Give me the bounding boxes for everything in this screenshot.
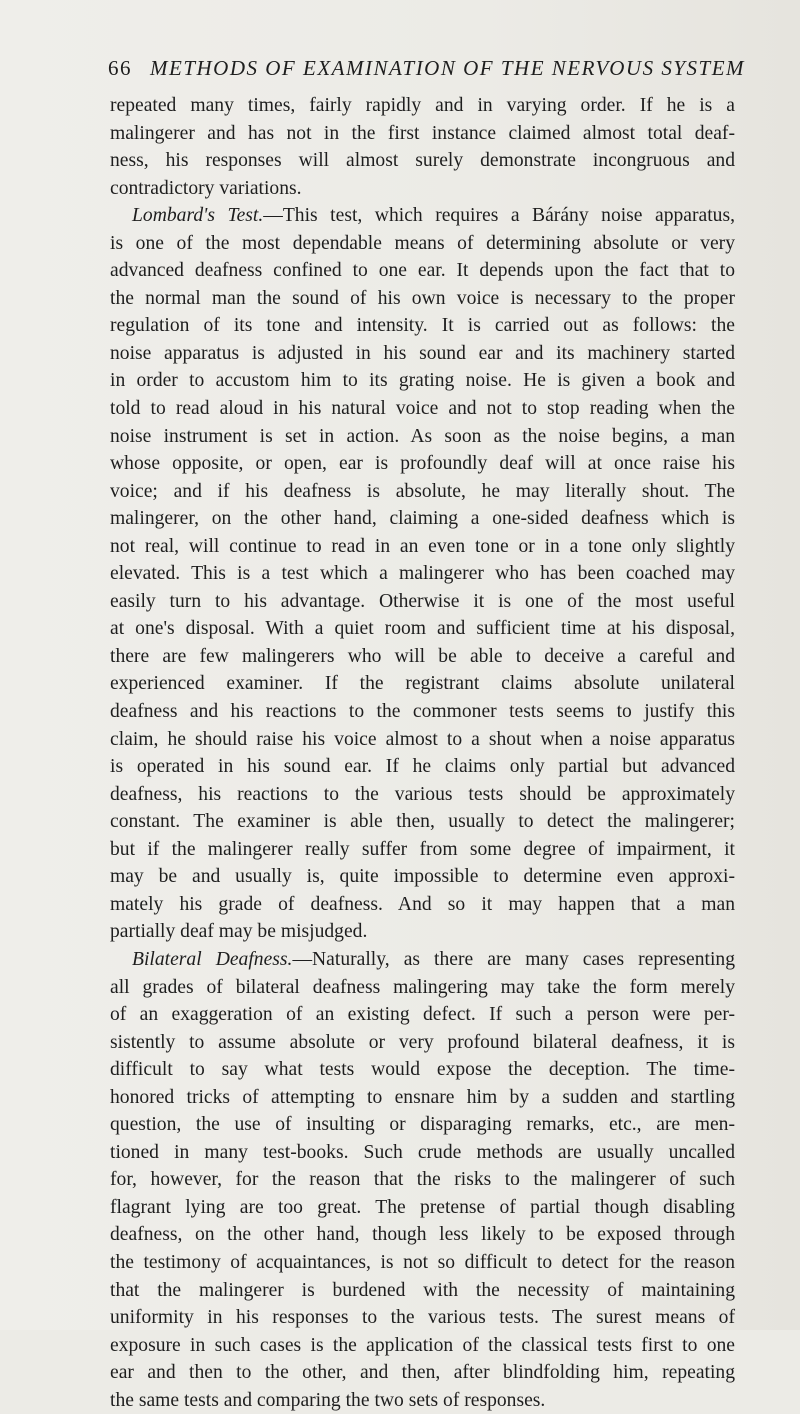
running-title: METHODS OF EXAMINATION OF THE NERVOUS SYSTEM — [150, 56, 746, 80]
body-text — [110, 92, 735, 1414]
text-line: uniformity in his responses to the various tests. The surest means of — [110, 1307, 735, 1329]
text-line: there are few malingerers who will be able to deceive a careful and — [110, 645, 735, 667]
text-line: elevated. This is a test which a malingerer who has been coached may — [110, 563, 735, 585]
text-line: malingerer and has not in the first instance claimed almost total deaf- — [110, 122, 735, 144]
text-line: deafness and his reactions to the commoner tests seems to justify this — [110, 701, 735, 723]
page-number: 66 — [108, 56, 132, 80]
text-line: told to read aloud in his natural voice and not to stop reading when the — [110, 398, 735, 420]
text-line: difficult to say what tests would expose the deception. The time- — [110, 1059, 735, 1081]
text-line: whose opposite, or open, ear is profoundly deaf will at once raise his — [110, 453, 735, 475]
text-line: mately his grade of deafness. And so it may happen that a man — [110, 893, 735, 915]
text-line: the same tests and comparing the two sets of responses. — [110, 1389, 546, 1411]
text-line: exposure in such cases is the application of the classical tests first to one — [110, 1334, 735, 1356]
text-line: at one's disposal. With a quiet room and sufficient time at his disposal, — [110, 618, 735, 640]
section-heading: Bilateral Deafness. — [132, 948, 293, 970]
text-line: repeated many times, fairly rapidly and in varying order. If he is a — [110, 95, 735, 116]
text-line: tioned in many test-books. Such crude methods are usually uncalled — [110, 1141, 735, 1163]
text-line: noise instrument is set in action. As soon as the noise begins, a man — [110, 425, 735, 447]
text-line: malingerer, on the other hand, claiming a one-sided deafness which is — [110, 508, 735, 530]
text-line: regulation of its tone and intensity. It is carried out as follows: the — [110, 315, 735, 337]
text-line: flagrant lying are too great. The pretense of partial though disabling — [110, 1196, 735, 1218]
text-line: easily turn to his advantage. Otherwise it is one of the most useful — [110, 590, 735, 612]
text-line: contradictory variations. — [110, 177, 302, 199]
section-line-text: —Naturally, as there are many cases representing — [292, 948, 735, 970]
section-heading: Lombard's Test. — [132, 205, 264, 227]
text-line: constant. The examiner is able then, usually to detect the malingerer; — [110, 811, 735, 833]
text-line: that the malingerer is burdened with the necessity of maintaining — [110, 1279, 735, 1301]
text-line: all grades of bilateral deafness malingering may take the form merely — [110, 976, 735, 998]
text-line: partially deaf may be misjudged. — [110, 921, 368, 943]
text-line: question, the use of insulting or disparaging remarks, etc., are men- — [110, 1114, 735, 1136]
text-line: ness, his responses will almost surely demonstrate incongruous and — [110, 150, 735, 172]
text-line: of an exaggeration of an existing defect. If such a person were per- — [110, 1004, 735, 1026]
text-line: deafness, on the other hand, though less likely to be exposed through — [110, 1224, 735, 1246]
text-line: claim, he should raise his voice almost to a shout when a noise apparatus — [110, 728, 735, 750]
text-line: deafness, his reactions to the various tests should be approximately — [110, 783, 735, 805]
text-line: but if the malingerer really suffer from some degree of impairment, it — [110, 838, 735, 860]
text-line: is operated in his sound ear. If he claims only partial but advanced — [110, 756, 735, 778]
text-line: ear and then to the other, and then, after blindfolding him, repeating — [110, 1362, 735, 1384]
text-line: the testimony of acquaintances, is not so difficult to detect for the reason — [110, 1251, 735, 1273]
text-line: the normal man the sound of his own voice is necessary to the proper — [110, 287, 735, 309]
running-head — [108, 56, 746, 84]
text-line: honored tricks of attempting to ensnare him by a sudden and startling — [110, 1086, 735, 1108]
text-line: experienced examiner. If the registrant claims absolute unilateral — [110, 673, 735, 695]
text-line: advanced deafness confined to one ear. It depends upon the fact that to — [110, 260, 735, 282]
text-line: is one of the most dependable means of determining absolute or very — [110, 232, 735, 254]
text-line: sistently to assume absolute or very profound bilateral deafness, it is — [110, 1031, 735, 1053]
section-line — [110, 202, 735, 230]
text-line: noise apparatus is adjusted in his sound ear and its machinery started — [110, 342, 735, 364]
text-line: may be and usually is, quite impossible to determine even approxi- — [110, 866, 735, 888]
text-line: not real, will continue to read in an even tone or in a tone only slightly — [110, 535, 735, 557]
section-line — [110, 946, 735, 974]
text-line: voice; and if his deafness is absolute, he may literally shout. The — [110, 480, 735, 502]
text-line: in order to accustom him to its grating noise. He is given a book and — [110, 370, 735, 392]
section-line-text: —This test, which requires a Bárány noise apparatus, — [263, 205, 735, 227]
text-line: for, however, for the reason that the risks to the malingerer of such — [110, 1169, 735, 1191]
